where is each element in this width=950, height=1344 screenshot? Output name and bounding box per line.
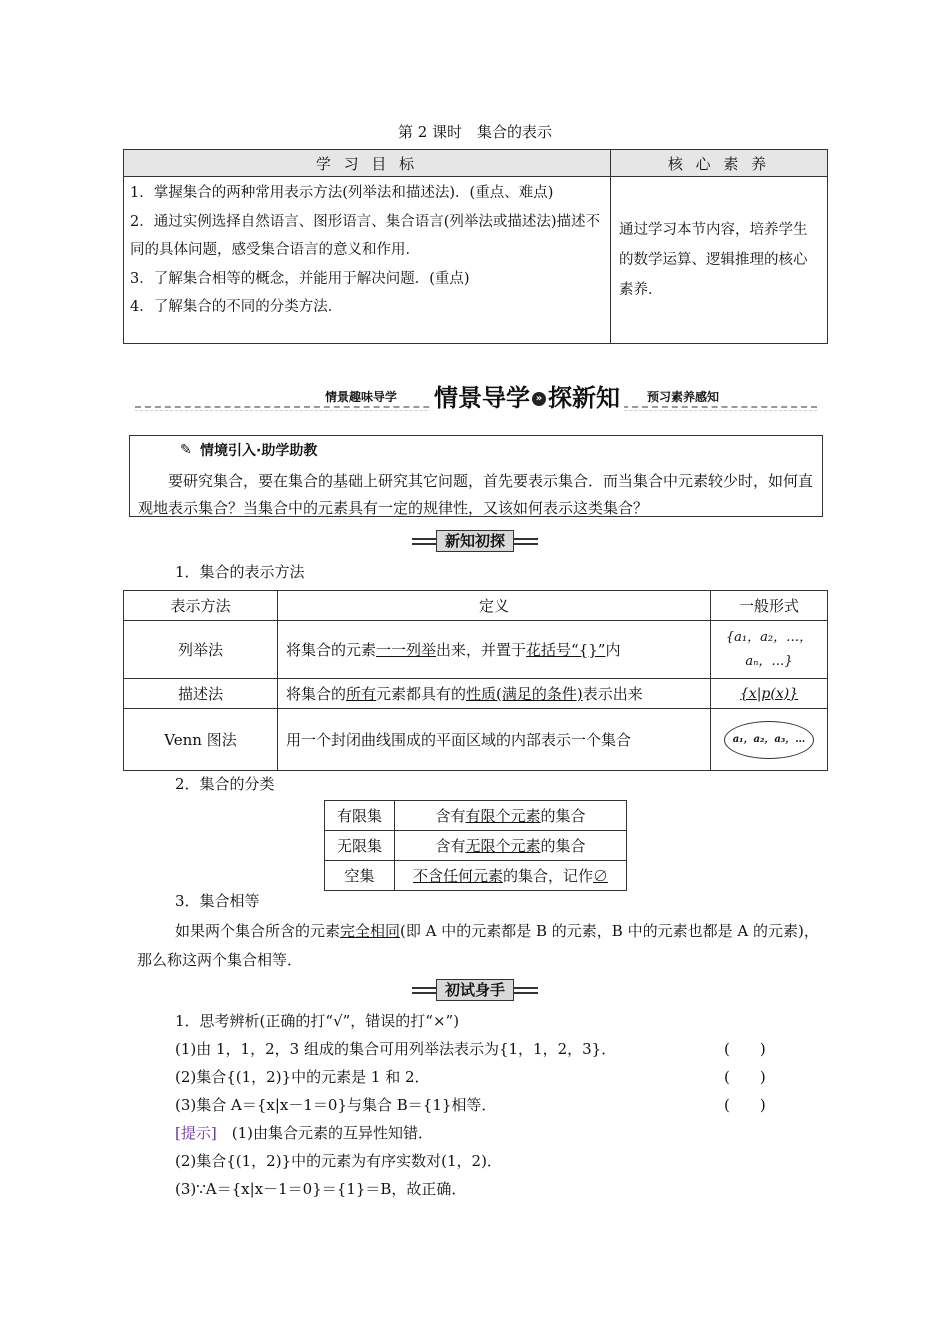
section-label-text: 初试身手 [436, 979, 514, 1001]
objective-item: 2．通过实例选择自然语言、图形语言、集合语言(列举法或描述法)描述不同的具体问题，感受集合语言的意义和作用． [130, 213, 601, 258]
method-form [711, 679, 828, 709]
objectives-cell [124, 177, 611, 344]
answer-blank: ( ) [724, 1096, 766, 1114]
def-underline: 不含任何元素 [412, 867, 503, 885]
item3-title: 3．集合相等 [175, 892, 260, 910]
class-definition [395, 861, 627, 891]
def-text: 的集合 [540, 837, 586, 855]
objective-item: 3．了解集合相等的概念，并能用于解决问题．(重点) [130, 270, 470, 287]
eq-text: (即 A 中的元素都是 B 的元素，B 中的元素也都是 A 的元素)，那么称这两个集合相等． [137, 922, 819, 969]
class-name: 有限集 [325, 801, 395, 831]
def-text: 将集合的元素 [286, 641, 377, 659]
method-name: 描述法 [124, 679, 278, 709]
answer-blank: ( ) [724, 1040, 766, 1058]
banner-right-label: 预习素养感知 [647, 390, 720, 404]
def-underline: 一一列举 [376, 641, 437, 659]
header-definition: 定义 [278, 591, 711, 621]
practice-question-title: 1．思考辨析(正确的打“√”，错误的打“×”) [175, 1012, 460, 1030]
objective-item: 1．掌握集合的两种常用表示方法(列举法和描述法)．(重点、难点) [130, 185, 554, 201]
objective-item: 4．了解集合的不同的分类方法． [130, 299, 343, 315]
objectives-table [123, 149, 828, 344]
methods-table [123, 590, 828, 771]
item2-title: 2．集合的分类 [175, 775, 275, 793]
class-name: 空集 [325, 861, 395, 891]
intro-box [129, 435, 823, 517]
header-method: 表示方法 [124, 591, 278, 621]
answer-blank: ( ) [724, 1068, 766, 1086]
equality-paragraph [137, 917, 827, 975]
practice-item: (2)集合{(1，2)}中的元素是 1 和 2． [175, 1068, 430, 1086]
def-underline: 花括号“{}” [526, 641, 606, 659]
label-bar [514, 987, 538, 994]
eq-underline: 完全相同 [340, 922, 401, 940]
method-definition [278, 621, 711, 679]
hint-line [175, 1122, 433, 1143]
hint-line: (3)∵A＝{x|x－1＝0}＝{1}＝B，故正确． [175, 1180, 467, 1198]
banner-left-label: 情景趣味导学 [325, 390, 398, 404]
banner-title [430, 378, 624, 413]
hint-line: (2)集合{(1，2)}中的元素为有序实数对(1，2)． [175, 1152, 502, 1170]
page-title: 第 2 课时 集合的表示 [397, 123, 553, 141]
form-underline: {x|p(x)} [739, 685, 799, 702]
section-label-new-knowledge [0, 530, 950, 552]
def-text: 表示出来 [582, 685, 643, 703]
def-underline: 无限个元素 [465, 837, 541, 855]
section-banner [135, 378, 817, 414]
method-name: 列举法 [124, 621, 278, 679]
method-name: Venn 图法 [124, 709, 278, 771]
objectives-header: 学 习 目 标 [124, 150, 611, 177]
def-underline: 性质(满足的条件) [466, 685, 583, 703]
item1-title: 1．集合的表示方法 [175, 563, 305, 581]
def-text: 将集合的 [286, 685, 347, 703]
venn-diagram: a₁，a₂，a₃，… [724, 721, 814, 759]
core-literacy-header: 核 心 素 养 [611, 150, 828, 177]
class-definition [395, 801, 627, 831]
def-text: 含有 [435, 837, 466, 855]
practice-item: (3)集合 A＝{x|x－1＝0}与集合 B＝{1}相等． [175, 1096, 497, 1114]
section-label-try [0, 979, 950, 1001]
eq-text: 如果两个集合所含的元素 [175, 922, 341, 940]
def-text: 含有 [435, 807, 466, 825]
label-bar [514, 538, 538, 545]
def-text: 出来，并置于 [436, 641, 527, 659]
banner-title-left: 情景导学 [434, 384, 530, 412]
def-text: 的集合，记作 [502, 867, 593, 885]
method-definition [278, 679, 711, 709]
def-underline: 有限个元素 [465, 807, 541, 825]
hint-text: (1)由集合元素的互异性知错． [231, 1124, 433, 1142]
banner-title-right: 探新知 [548, 384, 620, 412]
empty-set-symbol: ∅ [593, 867, 609, 885]
label-bar [412, 538, 436, 545]
intro-text: 要研究集合，要在集合的基础上研究其它问题，首先要表示集合．而当集合中元素较少时，如何直观地表示集合？当集合中的元素具有一定的规律性，又该如何表示这类集合？ [138, 472, 814, 517]
def-text: 元素都具有的 [376, 685, 467, 703]
label-bar [412, 987, 436, 994]
method-form [711, 709, 828, 771]
core-literacy-cell: 通过学习本节内容，培养学生的数学运算、逻辑推理的核心素养． [611, 177, 828, 344]
method-definition: 用一个封闭曲线围成的平面区域的内部表示一个集合 [278, 709, 711, 771]
def-underline: 所有 [346, 685, 377, 703]
scroll-icon: ✎ [180, 442, 192, 458]
practice-item: (1)由 1，1，2，3 组成的集合可用列举法表示为{1，1，2，3}． [175, 1040, 617, 1058]
class-name: 无限集 [325, 831, 395, 861]
def-text: 内 [605, 641, 621, 659]
header-form: 一般形式 [711, 591, 828, 621]
intro-heading: 情境引入·助学助教 [200, 443, 318, 459]
class-definition [395, 831, 627, 861]
classification-table [324, 800, 627, 891]
arrow-icon: » [532, 392, 546, 406]
section-label-text: 新知初探 [436, 530, 514, 552]
hint-label: [提示] [175, 1124, 217, 1142]
method-form: {a₁，a₂，…，aₙ，…} [711, 621, 828, 679]
def-text: 的集合 [540, 807, 586, 825]
